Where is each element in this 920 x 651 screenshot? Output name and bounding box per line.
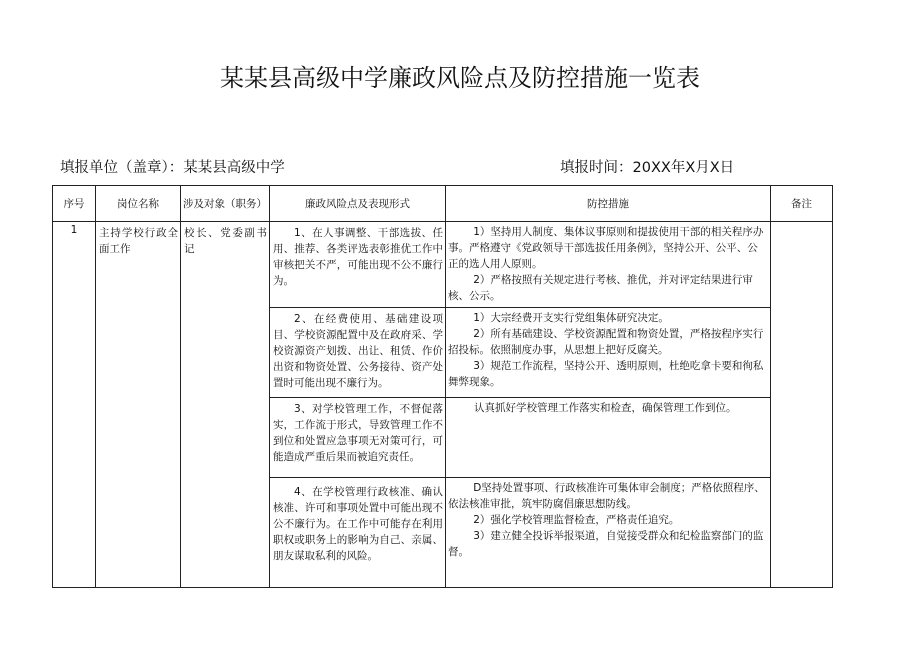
measure-item: 3）规范工作流程，坚持公开、透明原则，杜绝吃拿卡要和徇私舞弊现象。 [448, 360, 764, 388]
header-post: 岗位名称 [96, 186, 181, 222]
measure-item: 1）坚持用人制度、集体议事原则和提拔使用干部的相关程序办事。严格遵守《党政领导干部选拔任用条例》，坚持公开、公平、公正的选人用人原则。 [448, 226, 764, 270]
fill-unit-label: 填报单位（盖章）：某某县高级中学 [60, 160, 285, 176]
header-risk: 廉政风险点及表现形式 [270, 186, 446, 222]
table-header-row [53, 186, 833, 222]
measure-cell [446, 222, 771, 308]
measure-item: 2）强化学校管理监督检查，严格责任追究。 [473, 514, 680, 526]
measure-item: 1）大宗经费开支实行党组集体研究决定。 [473, 312, 669, 324]
header-seq: 序号 [53, 186, 96, 222]
risk-item: 2、在经费使用、基础建设项目、学校资源配置中及在政府采、学校资源资产划拨、出让、租赁、作价出资和物资处置、公务接待、资产处置时可能出现不廉行为。 [270, 308, 446, 398]
row-seq: 1 [53, 222, 96, 588]
header-scope: 涉及对象（职务） [181, 186, 270, 222]
measure-item: 3）建立健全投诉举报渠道，自觉接受群众和纪检监察部门的监督。 [448, 530, 764, 558]
risk-item: 3、对学校管理工作，不督促落实，工作流于形式，导致管理工作不到位和处置应急事项无对策可行，可能造成严重后果而被追究责任。 [270, 398, 446, 478]
measure-item: 认真抓好学校管理工作落实和检查，确保管理工作到位。 [474, 402, 737, 414]
risk-table [52, 185, 833, 588]
row-note [771, 222, 833, 588]
measure-item: 2）严格按照有关规定进行考核、推优，并对评定结果进行审核、公示。 [448, 274, 753, 302]
fill-time-label: 填报时间：20XX年X月X日 [560, 160, 735, 176]
risk-item: 4、在学校管理行政核准、确认核准、许可和事项处置中可能出现不公不廉行为。在工作中可能存在利用职权或职务上的影响为自己、亲属、朋友谋取私利的风险。 [270, 478, 446, 588]
measure-cell [446, 478, 771, 588]
measure-item: D坚持处置事项、行政核准许可集体审会制度；严格依照程序、依法核准审批，筑牢防腐倡廉思想防线。 [448, 482, 765, 510]
table-row [53, 222, 833, 308]
row-post: 主持学校行政全面工作 [96, 222, 181, 588]
risk-item: 1、在人事调整、干部选拔、任用、推荐、各类评选表彰推优工作中审核把关不严，可能出现不公不廉行为。 [270, 222, 446, 308]
header-measure: 防控措施 [446, 186, 771, 222]
page-title: 某某县高级中学廉政风险点及防控措施一览表 [220, 64, 700, 92]
measure-item: 2）所有基础建设、学校资源配置和物资处置，严格按程序实行招投标。依照制度办事，从思想上把好反腐关。 [448, 328, 764, 356]
row-scope: 校长、党委副书记 [181, 222, 270, 588]
header-note: 备注 [771, 186, 833, 222]
measure-cell [446, 308, 771, 398]
measure-cell [446, 398, 771, 478]
